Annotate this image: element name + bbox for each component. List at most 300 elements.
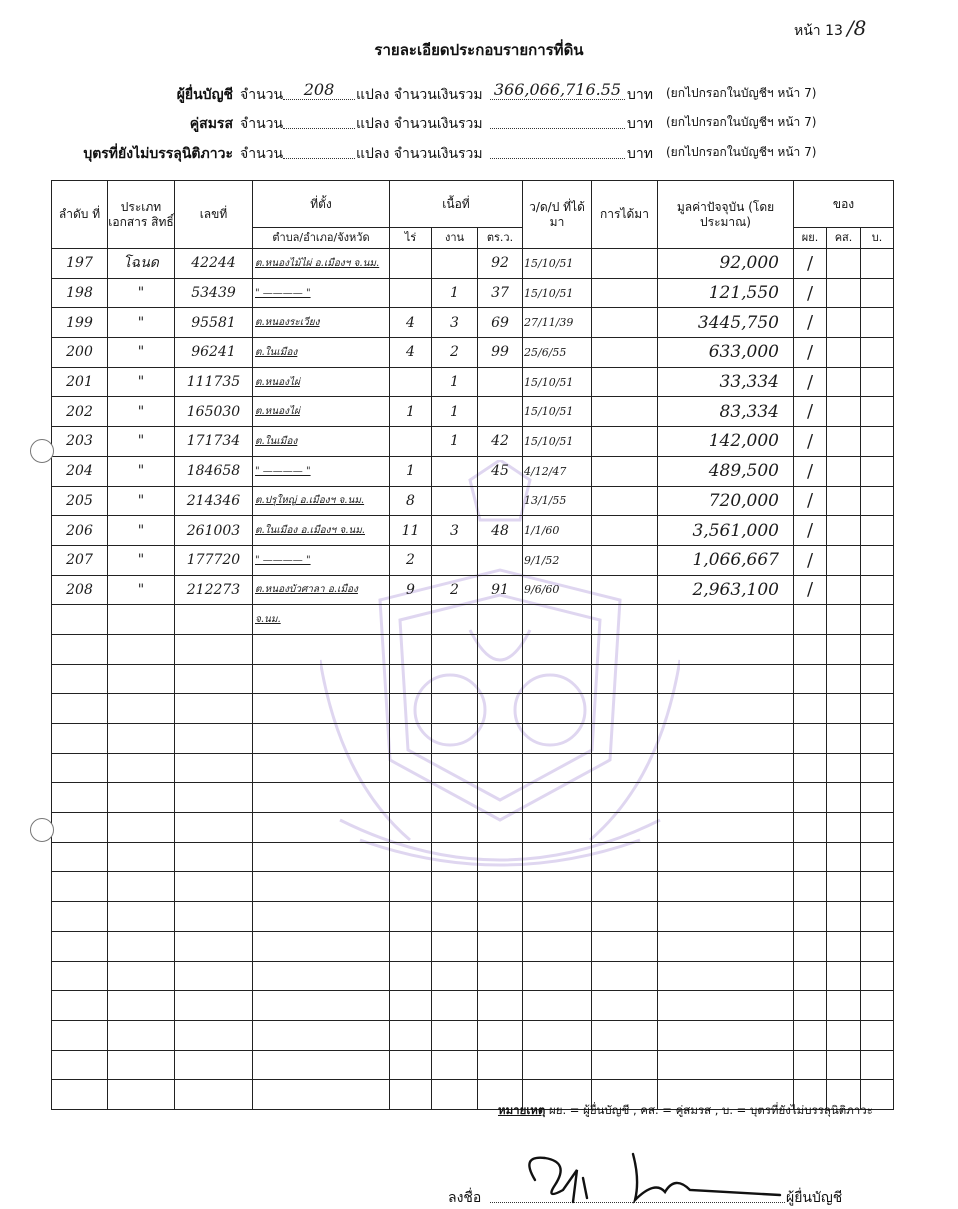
header-owner-child: บ. — [861, 228, 894, 249]
doc-type-cell — [108, 664, 175, 694]
owner-self-cell: / — [794, 575, 827, 605]
owner-spouse-cell — [827, 338, 861, 368]
owner-self-cell: / — [794, 545, 827, 575]
table-row-blank — [52, 961, 894, 991]
sqwa-cell — [478, 397, 523, 427]
owner-self-cell: / — [794, 456, 827, 486]
ngan-cell — [432, 664, 478, 694]
ngan-cell — [432, 545, 478, 575]
acquire-cell — [592, 931, 658, 961]
acquire-cell — [592, 842, 658, 872]
header-acquire: การได้มา — [592, 181, 658, 249]
doc-type-cell — [108, 1050, 175, 1080]
seq-cell — [52, 1020, 108, 1050]
owner-child-cell — [861, 783, 894, 813]
owner-spouse-cell — [827, 308, 861, 338]
seq-cell: 200 — [52, 338, 108, 368]
table-row — [52, 367, 894, 397]
header-ngan: งาน — [432, 228, 478, 249]
date-cell: 27/11/39 — [523, 308, 592, 338]
sqwa-cell — [478, 991, 523, 1021]
owner-self-cell: / — [794, 516, 827, 546]
date-cell — [523, 813, 592, 843]
count-field — [283, 113, 355, 129]
sqwa-cell — [478, 664, 523, 694]
total-field — [490, 113, 625, 129]
remark-label: หมายเหตุ — [498, 1103, 546, 1117]
header-doc-no: เลขที่ — [175, 181, 253, 249]
owner-spouse-cell — [827, 1020, 861, 1050]
plots-label: แปลง จำนวนเงินรวม — [356, 116, 483, 132]
owner-spouse-cell — [827, 397, 861, 427]
ngan-cell — [432, 902, 478, 932]
value-cell: 92,000 — [658, 249, 794, 279]
acquire-cell — [592, 1020, 658, 1050]
table-row — [52, 397, 894, 427]
owner-child-cell — [861, 249, 894, 279]
owner-spouse-cell — [827, 605, 861, 635]
owner-child-cell — [861, 753, 894, 783]
doc-type-cell: " — [108, 397, 175, 427]
seq-cell: 208 — [52, 575, 108, 605]
owner-spouse-cell — [827, 753, 861, 783]
acquire-cell — [592, 605, 658, 635]
owner-spouse-cell — [827, 813, 861, 843]
value-cell: 2,963,100 — [658, 575, 794, 605]
table-row — [52, 456, 894, 486]
table-row — [52, 545, 894, 575]
owner-spouse-cell — [827, 961, 861, 991]
owner-child-cell — [861, 961, 894, 991]
table-row-blank — [52, 991, 894, 1021]
ngan-cell — [432, 991, 478, 1021]
value-cell: 142,000 — [658, 427, 794, 457]
doc-no-cell: 53439 — [175, 278, 253, 308]
location-cell — [253, 842, 390, 872]
owner-self-cell — [794, 872, 827, 902]
value-cell: 720,000 — [658, 486, 794, 516]
doc-no-cell — [175, 1050, 253, 1080]
table-row — [52, 486, 894, 516]
owner-self-cell: / — [794, 338, 827, 368]
doc-no-cell — [175, 605, 253, 635]
ngan-cell — [432, 1020, 478, 1050]
owner-child-cell — [861, 427, 894, 457]
rai-cell — [390, 872, 432, 902]
doc-no-cell — [175, 813, 253, 843]
ngan-cell — [432, 694, 478, 724]
owner-self-cell: / — [794, 308, 827, 338]
ngan-cell — [432, 931, 478, 961]
value-cell: 121,550 — [658, 278, 794, 308]
value-cell — [658, 634, 794, 664]
doc-type-cell — [108, 902, 175, 932]
seq-cell: 202 — [52, 397, 108, 427]
rai-cell: 11 — [390, 516, 432, 546]
location-cell: " ———— " — [253, 545, 390, 575]
sqwa-cell — [478, 634, 523, 664]
date-cell — [523, 753, 592, 783]
owner-child-cell — [861, 486, 894, 516]
table-row — [52, 338, 894, 368]
rai-cell — [390, 753, 432, 783]
owner-child-cell — [861, 1050, 894, 1080]
owner-child-cell — [861, 931, 894, 961]
table-row-blank — [52, 634, 894, 664]
location-cell — [253, 872, 390, 902]
date-cell — [523, 842, 592, 872]
doc-no-cell — [175, 1020, 253, 1050]
doc-type-cell: โฉนด — [108, 249, 175, 279]
owner-child-cell — [861, 575, 894, 605]
rai-cell — [390, 249, 432, 279]
rai-cell — [390, 991, 432, 1021]
date-cell: 9/6/60 — [523, 575, 592, 605]
seq-cell — [52, 724, 108, 754]
location-cell: ต.ปรุใหญ่ อ.เมืองฯ จ.นม. — [253, 486, 390, 516]
date-cell — [523, 634, 592, 664]
table-row-blank — [52, 783, 894, 813]
acquire-cell — [592, 724, 658, 754]
owner-spouse-cell — [827, 367, 861, 397]
location-cell: ต.หนองไผ่ — [253, 397, 390, 427]
location-cell — [253, 664, 390, 694]
sqwa-cell: 37 — [478, 278, 523, 308]
owner-spouse-cell — [827, 931, 861, 961]
seq-cell — [52, 902, 108, 932]
sqwa-cell: 48 — [478, 516, 523, 546]
date-cell: 15/10/51 — [523, 367, 592, 397]
sqwa-cell: 42 — [478, 427, 523, 457]
rai-cell — [390, 278, 432, 308]
header-location: ที่ตั้ง — [253, 181, 390, 228]
doc-no-cell — [175, 1080, 253, 1110]
seq-cell: 206 — [52, 516, 108, 546]
sqwa-cell — [478, 1050, 523, 1080]
table-row — [52, 427, 894, 457]
rai-cell — [390, 961, 432, 991]
rai-cell — [390, 724, 432, 754]
doc-no-cell — [175, 753, 253, 783]
header-owner: ของ — [794, 181, 894, 228]
value-cell: 489,500 — [658, 456, 794, 486]
value-cell — [658, 753, 794, 783]
seq-cell: 198 — [52, 278, 108, 308]
owner-self-cell: / — [794, 367, 827, 397]
header-sqwa: ตร.ว. — [478, 228, 523, 249]
sqwa-cell — [478, 902, 523, 932]
doc-no-cell — [175, 961, 253, 991]
doc-type-cell — [108, 605, 175, 635]
remark — [498, 1102, 873, 1120]
doc-type-cell — [108, 813, 175, 843]
ngan-cell — [432, 456, 478, 486]
date-cell — [523, 724, 592, 754]
doc-no-cell — [175, 783, 253, 813]
sqwa-cell: 45 — [478, 456, 523, 486]
table-body — [52, 249, 894, 1110]
sqwa-cell — [478, 486, 523, 516]
sqwa-cell: 91 — [478, 575, 523, 605]
owner-self-cell — [794, 664, 827, 694]
sqwa-cell — [478, 724, 523, 754]
table-row-blank — [52, 902, 894, 932]
owner-spouse-cell — [827, 724, 861, 754]
rai-cell: 4 — [390, 338, 432, 368]
owner-self-cell — [794, 902, 827, 932]
doc-type-cell — [108, 1080, 175, 1110]
location-cell: ต.หนองบัวศาลา อ.เมือง — [253, 575, 390, 605]
owner-self-cell: / — [794, 427, 827, 457]
doc-type-cell: " — [108, 278, 175, 308]
acquire-cell — [592, 516, 658, 546]
header-owner-spouse: คส. — [827, 228, 861, 249]
date-cell: 13/1/55 — [523, 486, 592, 516]
total-field — [490, 143, 625, 159]
owner-self-cell — [794, 724, 827, 754]
seq-cell — [52, 842, 108, 872]
owner-self-cell: / — [794, 249, 827, 279]
owner-child-cell — [861, 694, 894, 724]
owner-spouse-cell — [827, 991, 861, 1021]
date-cell: 15/10/51 — [523, 427, 592, 457]
value-cell: 83,334 — [658, 397, 794, 427]
date-cell: 9/1/52 — [523, 545, 592, 575]
ngan-cell — [432, 249, 478, 279]
owner-child-cell — [861, 872, 894, 902]
rai-cell — [390, 813, 432, 843]
value-cell — [658, 694, 794, 724]
rai-cell — [390, 605, 432, 635]
doc-type-cell — [108, 783, 175, 813]
ngan-cell: 1 — [432, 397, 478, 427]
seq-cell — [52, 664, 108, 694]
acquire-cell — [592, 397, 658, 427]
table-row-blank — [52, 724, 894, 754]
rai-cell: 1 — [390, 397, 432, 427]
table-row — [52, 308, 894, 338]
doc-no-cell — [175, 931, 253, 961]
value-cell — [658, 931, 794, 961]
value-cell: 3445,750 — [658, 308, 794, 338]
seq-cell — [52, 931, 108, 961]
doc-no-cell: 214346 — [175, 486, 253, 516]
value-cell — [658, 664, 794, 694]
ngan-cell — [432, 961, 478, 991]
acquire-cell — [592, 694, 658, 724]
doc-no-cell — [175, 842, 253, 872]
owner-spouse-cell — [827, 664, 861, 694]
count-label: จำนวน — [240, 87, 284, 103]
seq-cell — [52, 753, 108, 783]
rai-cell — [390, 634, 432, 664]
location-cell — [253, 902, 390, 932]
seq-cell — [52, 634, 108, 664]
sqwa-cell — [478, 753, 523, 783]
acquire-cell — [592, 427, 658, 457]
owner-self-cell: / — [794, 278, 827, 308]
rai-cell — [390, 367, 432, 397]
owner-self-cell — [794, 813, 827, 843]
seq-cell: 205 — [52, 486, 108, 516]
acquire-cell — [592, 456, 658, 486]
location-cell — [253, 783, 390, 813]
value-cell — [658, 1020, 794, 1050]
date-cell: 1/1/60 — [523, 516, 592, 546]
table-row-blank — [52, 753, 894, 783]
owner-spouse-cell — [827, 872, 861, 902]
sqwa-cell — [478, 1020, 523, 1050]
doc-no-cell: 165030 — [175, 397, 253, 427]
acquire-cell — [592, 664, 658, 694]
owner-self-cell — [794, 842, 827, 872]
signature-role: ผู้ยื่นบัญชี — [786, 1190, 843, 1206]
ngan-cell — [432, 783, 478, 813]
doc-no-cell: 111735 — [175, 367, 253, 397]
owner-spouse-cell — [827, 278, 861, 308]
value-cell: 3,561,000 — [658, 516, 794, 546]
doc-no-cell — [175, 902, 253, 932]
seq-cell — [52, 872, 108, 902]
owner-spouse-cell — [827, 456, 861, 486]
location-cell — [253, 961, 390, 991]
owner-self-cell — [794, 961, 827, 991]
ngan-cell — [432, 813, 478, 843]
owner-self-cell — [794, 1050, 827, 1080]
doc-type-cell: " — [108, 456, 175, 486]
header-rai: ไร่ — [390, 228, 432, 249]
owner-spouse-cell — [827, 783, 861, 813]
ngan-cell — [432, 872, 478, 902]
rai-cell: 8 — [390, 486, 432, 516]
owner-self-cell — [794, 783, 827, 813]
seq-cell — [52, 991, 108, 1021]
summary-label: คู่สมรส — [189, 116, 233, 132]
acquire-cell — [592, 308, 658, 338]
location-cell: ต.ในเมือง — [253, 338, 390, 368]
owner-self-cell — [794, 931, 827, 961]
acquire-cell — [592, 991, 658, 1021]
total-value: 366,066,716.55 — [493, 80, 622, 99]
unit-label: บาท — [627, 87, 653, 103]
doc-type-cell: " — [108, 427, 175, 457]
owner-child-cell — [861, 367, 894, 397]
value-cell: 633,000 — [658, 338, 794, 368]
table-row-blank — [52, 842, 894, 872]
table-row-blank — [52, 872, 894, 902]
date-cell — [523, 664, 592, 694]
doc-type-cell — [108, 694, 175, 724]
table-row — [52, 249, 894, 279]
owner-spouse-cell — [827, 694, 861, 724]
doc-no-cell: 212273 — [175, 575, 253, 605]
signature-image — [515, 1150, 785, 1208]
page-number-label: หน้า 13 — [794, 23, 843, 39]
sqwa-cell — [478, 694, 523, 724]
owner-child-cell — [861, 338, 894, 368]
summary-label: บุตรที่ยังไม่บรรลุนิติภาวะ — [83, 146, 233, 162]
acquire-cell — [592, 813, 658, 843]
punch-hole — [30, 818, 54, 842]
acquire-cell — [592, 961, 658, 991]
ngan-cell: 1 — [432, 278, 478, 308]
value-cell — [658, 902, 794, 932]
owner-child-cell — [861, 634, 894, 664]
date-cell — [523, 605, 592, 635]
sqwa-cell — [478, 367, 523, 397]
ngan-cell — [432, 724, 478, 754]
ngan-cell — [432, 605, 478, 635]
doc-type-cell: " — [108, 338, 175, 368]
ngan-cell: 2 — [432, 338, 478, 368]
doc-no-cell: 96241 — [175, 338, 253, 368]
header-date: ว/ด/ป ที่ได้มา — [523, 181, 592, 249]
location-cell: ต.ในเมือง อ.เมืองฯ จ.นม. — [253, 516, 390, 546]
owner-child-cell — [861, 664, 894, 694]
seq-cell — [52, 605, 108, 635]
value-cell — [658, 961, 794, 991]
doc-no-cell: 42244 — [175, 249, 253, 279]
ngan-cell: 1 — [432, 427, 478, 457]
sqwa-cell: 92 — [478, 249, 523, 279]
rai-cell — [390, 931, 432, 961]
value-cell — [658, 783, 794, 813]
seq-cell — [52, 1050, 108, 1080]
doc-no-cell: 171734 — [175, 427, 253, 457]
date-cell: 15/10/51 — [523, 397, 592, 427]
owner-spouse-cell — [827, 486, 861, 516]
doc-type-cell — [108, 842, 175, 872]
date-cell — [523, 1050, 592, 1080]
doc-no-cell — [175, 991, 253, 1021]
header-owner-self: ผย. — [794, 228, 827, 249]
owner-spouse-cell — [827, 902, 861, 932]
acquire-cell — [592, 783, 658, 813]
owner-child-cell — [861, 516, 894, 546]
seq-cell — [52, 961, 108, 991]
seq-cell — [52, 813, 108, 843]
ngan-cell — [432, 486, 478, 516]
date-cell — [523, 931, 592, 961]
doc-no-cell — [175, 724, 253, 754]
value-cell: 33,334 — [658, 367, 794, 397]
doc-type-cell: " — [108, 575, 175, 605]
doc-type-cell: " — [108, 486, 175, 516]
date-cell: 15/10/51 — [523, 278, 592, 308]
location-cell — [253, 813, 390, 843]
value-cell — [658, 813, 794, 843]
note-label: (ยกไปกรอกในบัญชีฯ หน้า 7) — [666, 86, 817, 100]
sqwa-cell — [478, 872, 523, 902]
location-cell: ต.ในเมือง — [253, 427, 390, 457]
table-row-blank — [52, 931, 894, 961]
plots-label: แปลง จำนวนเงินรวม — [356, 146, 483, 162]
signature-label: ลงชื่อ — [448, 1190, 482, 1206]
date-cell — [523, 872, 592, 902]
location-cell — [253, 1080, 390, 1110]
sqwa-cell: 99 — [478, 338, 523, 368]
owner-self-cell — [794, 694, 827, 724]
location-cell — [253, 724, 390, 754]
unit-label: บาท — [627, 146, 653, 162]
owner-spouse-cell — [827, 842, 861, 872]
ngan-cell: 1 — [432, 367, 478, 397]
table-row-blank — [52, 1020, 894, 1050]
land-table — [51, 180, 894, 1110]
ngan-cell — [432, 753, 478, 783]
doc-no-cell — [175, 664, 253, 694]
ngan-cell — [432, 634, 478, 664]
